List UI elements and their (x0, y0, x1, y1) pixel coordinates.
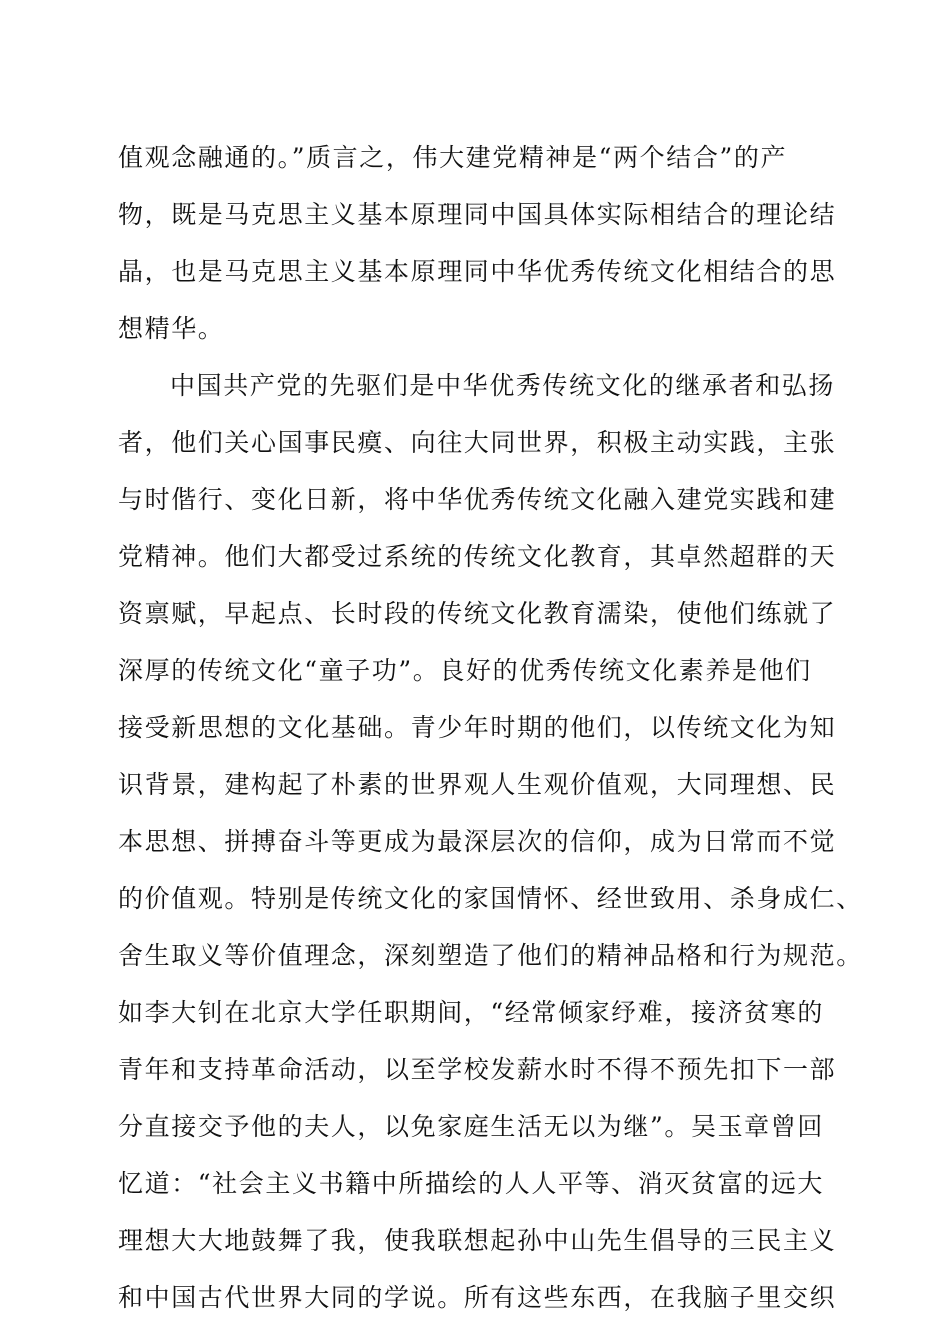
text-line: 党精神。他们大都受过系统的传统文化教育，其卓然超群的天 (118, 542, 837, 571)
text-line: 忆道：“社会主义书籍中所描绘的人人平等、消灭贫富的远大 (118, 1169, 824, 1198)
text-line: 物，既是马克思主义基本原理同中国具体实际相结合的理论结 (118, 200, 837, 229)
text-line: 者，他们关心国事民瘼、向往大同世界，积极主动实践，主张 (118, 428, 837, 457)
text-line: 的价值观。特别是传统文化的家国情怀、经世致用、杀身成仁、 (118, 884, 863, 913)
text-line: 晶，也是马克思主义基本原理同中华优秀传统文化相结合的思 (118, 257, 837, 286)
text-line: 本思想、拼搏奋斗等更成为最深层次的信仰，成为日常而不觉 (118, 827, 837, 856)
text-line: 想精华。 (118, 314, 225, 343)
text-line: 资禀赋，早起点、长时段的传统文化教育濡染，使他们练就了 (118, 599, 837, 628)
text-line: 舍生取义等价值理念，深刻塑造了他们的精神品格和行为规范。 (118, 941, 863, 970)
text-line: 青年和支持革命活动，以至学校发薪水时不得不预先扣下一部 (118, 1055, 837, 1084)
text-line: 接受新思想的文化基础。青少年时期的他们，以传统文化为知 (118, 713, 837, 742)
text-line: 识背景，建构起了朴素的世界观人生观价值观，大同理想、民 (118, 770, 837, 799)
text-line: 与时偕行、变化日新，将中华优秀传统文化融入建党实践和建 (118, 485, 837, 514)
text-line: 和中国古代世界大同的学说。所有这些东西，在我脑子里交织 (118, 1283, 837, 1312)
text-line: 如李大钊在北京大学任职期间，“经常倾家纾难，接济贫寒的 (118, 998, 824, 1027)
text-line: 分直接交予他的夫人，以免家庭生活无以为继”。吴玉章曾回 (118, 1112, 824, 1141)
text-line: 值观念融通的。”质言之，伟大建党精神是“两个结合”的产 (118, 143, 788, 172)
paragraph-first-line: 中国共产党的先驱们是中华优秀传统文化的继承者和弘扬 (170, 371, 836, 400)
text-line: 深厚的传统文化“童子功”。良好的优秀传统文化素养是他们 (118, 656, 812, 685)
text-line: 理想大大地鼓舞了我，使我联想起孙中山先生倡导的三民主义 (118, 1226, 837, 1255)
